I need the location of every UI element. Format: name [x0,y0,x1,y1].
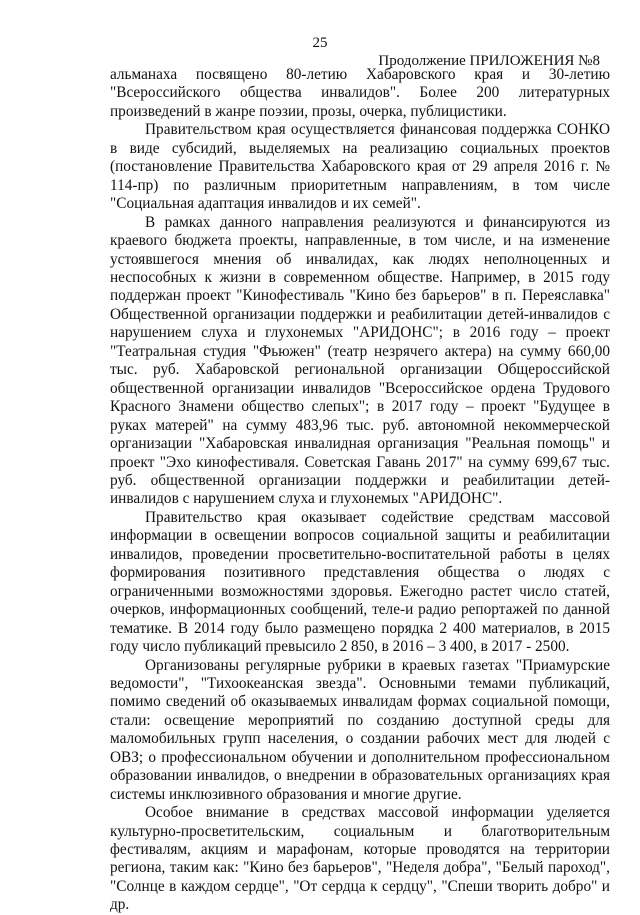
paragraph-newspaper-rubrics: Организованы регулярные рубрики в краевых газетах "Приамурские ведомости", "Тихоокеанская звезда". Основными темами публикаций, помимо сведений об оказываемых инвалидам формах социальной помощи, стали: освещение мероприятий по созданию доступной среды для маломобильных групп населения, о создании рабочих мест для людей с ОВЗ; о профессиональном обучении и дополнительном профессиональном образовании инвалидов, о внедрении в образовательных организациях края системы инклюзивного образования и многие другие. [110,656,610,803]
appendix-continuation-note: Продолжение ПРИЛОЖЕНИЯ №8 [378,53,600,69]
paragraph-festivals: Особое внимание в средствах массовой информации уделяется культурно-просветительским, социальным и благотворительным фестивалям, акциям и марафонам, которые проводятся на территории региона, таким как: "Кино без барьеров", "Неделя добра", "Белый пароход", "Солнце в каждом сердце", "От сердца к сердцу", "Спеши творить добро" и др. [110,804,610,914]
paragraph-continuation: альманаха посвящено 80-летию Хабаровского края и 30-летию "Всероссийского общества инвалидов". Более 200 литературных произведений в жанре поэзии, прозы, очерка, публицистики. [110,66,610,120]
paragraph-funded-projects: В рамках данного направления реализуются и финансируются из краевого бюджета проекты, направленные, в том числе, и на изменение устоявшегося мнения об инвалидах, как людях неполноценных и неспособных к жизни в современном обществе. Например, в 2015 году поддержан проект "Кинофестиваль "Кино без барьеров" в п. Переяславка" Общественной организации поддержки и реабилитации детей-инвалидов с нарушением слуха и глухонемых "АРИДОНС"; в 2016 году – проект "Театральная студия "Фьюжен" (театр незрячего актера) на сумму 660,00 тыс. руб. Хабаровской региональной организации Общероссийской общественной организации инвалидов "Всероссийское ордена Трудового Красного Знамени общество слепых"; в 2017 году – проект "Будущее в руках матерей" на сумму 483,96 тыс. руб. автономной некоммерческой организации "Хабаровская инвалидная организация "Реальная помощь" и проект "Эхо кинофестиваля. Советская Гавань 2017" на сумму 699,67 тыс. руб. общественной организации поддержки и реабилитации детей-инвалидов с нарушением слуха и глухонемых "АРИДОНС". [110,213,610,508]
document-body [110,66,610,915]
paragraph-media-support: Правительство края оказывает содействие средствам массовой информации в освещении вопросов социальной защиты и реабилитации инвалидов, проведении просветительно-воспитательной работы в целях формирования позитивного представления общества о людях с ограниченными возможностями здоровья. Ежегодно растет число статей, очерков, информационных сообщений, теле-и радио репортажей по данной тематике. В 2014 году было размещено порядка 2 400 материалов, в 2015 году число публикаций превысило 2 850, в 2016 – 3 400, в 2017 - 2500. [110,508,610,656]
page-number: 25 [312,35,328,51]
paragraph-sonko-support: Правительством края осуществляется финансовая поддержка СОНКО в виде субсидий, выделяемых на реализацию социальных проектов (постановление Правительства Хабаровского края от 29 апреля 2016 г. № 114-пр) по различным приоритетным направлениям, в том числе "Социальная адаптация инвалидов и их семей". [110,121,610,213]
